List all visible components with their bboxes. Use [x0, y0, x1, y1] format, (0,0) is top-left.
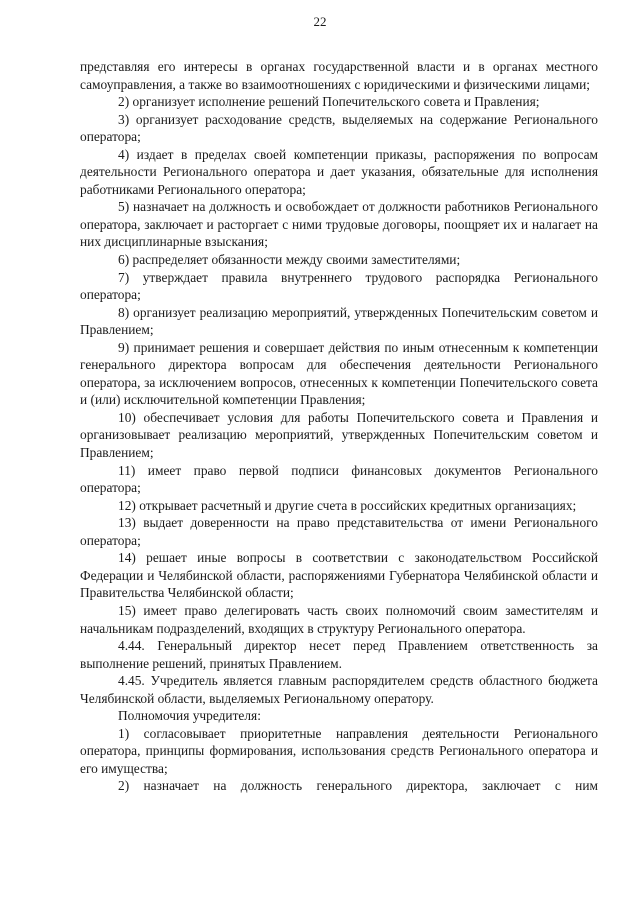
- paragraph-item-6: 6) распределяет обязанности между своими заместителями;: [118, 252, 461, 268]
- paragraph-item-13: 13) выдает доверенности на право представительства от имени Регионального оператора;: [80, 515, 598, 548]
- document-body: [80, 58, 598, 795]
- paragraph-item-3: 3) организует расходование средств, выделяемых на содержание Регионального оператора;: [80, 111, 598, 145]
- paragraph-founder-item-1: 1) согласовывает приоритетные направления деятельности Регионального оператора, принципы формирования, использования средств Регионального оператора и его имущества;: [80, 725, 598, 776]
- paragraph-continuation: представляя его интересы в органах государственной власти и в органах местного самоуправления, а также во взаимоотношениях с юридическими и физическими лицами;: [80, 59, 598, 92]
- paragraph-clause-4-44: 4.44. Генеральный директор несет перед Правлением ответственность за выполнение решений, принятых Правлением.: [80, 638, 598, 671]
- paragraph-item-11: 11) имеет право первой подписи финансовых документов Регионального оператора;: [80, 462, 598, 496]
- paragraph-item-5: 5) назначает на должность и освобождает от должности работников Регионального оператора, заключает и расторгает с ними трудовые договоры, поощряет их и налагает на них дисциплинарные взыскания;: [80, 199, 598, 250]
- paragraph-item-14: 14) решает иные вопросы в соответствии с законодательством Российской Федерации и Челябинской области, распоряжениями Губернатора Челябинской области и Правительства Челябинской области;: [80, 550, 598, 601]
- paragraph-item-12: 12) открывает расчетный и другие счета в российских кредитных организациях;: [118, 497, 577, 513]
- paragraph-item-15: 15) имеет право делегировать часть своих полномочий своим заместителям и начальникам подразделений, входящих в структуру Регионального оператора.: [80, 602, 598, 636]
- paragraph-item-2: 2) организует исполнение решений Попечительского совета и Правления;: [118, 94, 540, 110]
- paragraph-founder-powers-heading: Полномочия учредителя:: [118, 708, 261, 724]
- paragraph-item-10: 10) обеспечивает условия для работы Попечительского совета и Правления и организовывает реализацию мероприятий, утвержденных Попечительским советом и Правлением;: [80, 409, 598, 461]
- paragraph-item-8: 8) организует реализацию мероприятий, утвержденных Попечительским советом и Правлением;: [80, 304, 598, 338]
- page-number: 22: [313, 14, 327, 29]
- paragraph-item-9: 9) принимает решения и совершает действия по иным отнесенным к компетенции генерального директора вопросам для обеспечения деятельности Регионального оператора, за исключением вопросов, отнесенных к компетенции Попечительского совета и (или) исключительной компетенции Правления;: [80, 339, 598, 408]
- paragraph-clause-4-45: 4.45. Учредитель является главным распорядителем средств областного бюджета Челябинской области, выделяемых Региональному оператору.: [80, 673, 598, 706]
- paragraph-founder-item-2: 2) назначает на должность генерального директора, заключает с ним: [118, 778, 598, 794]
- paragraph-item-4: 4) издает в пределах своей компетенции приказы, распоряжения по вопросам деятельности Регионального оператора и дает указания, обязательные для исполнения работниками Регионального оператора;: [80, 146, 598, 197]
- paragraph-item-7: 7) утверждает правила внутреннего трудового распорядка Регионального оператора;: [80, 269, 598, 303]
